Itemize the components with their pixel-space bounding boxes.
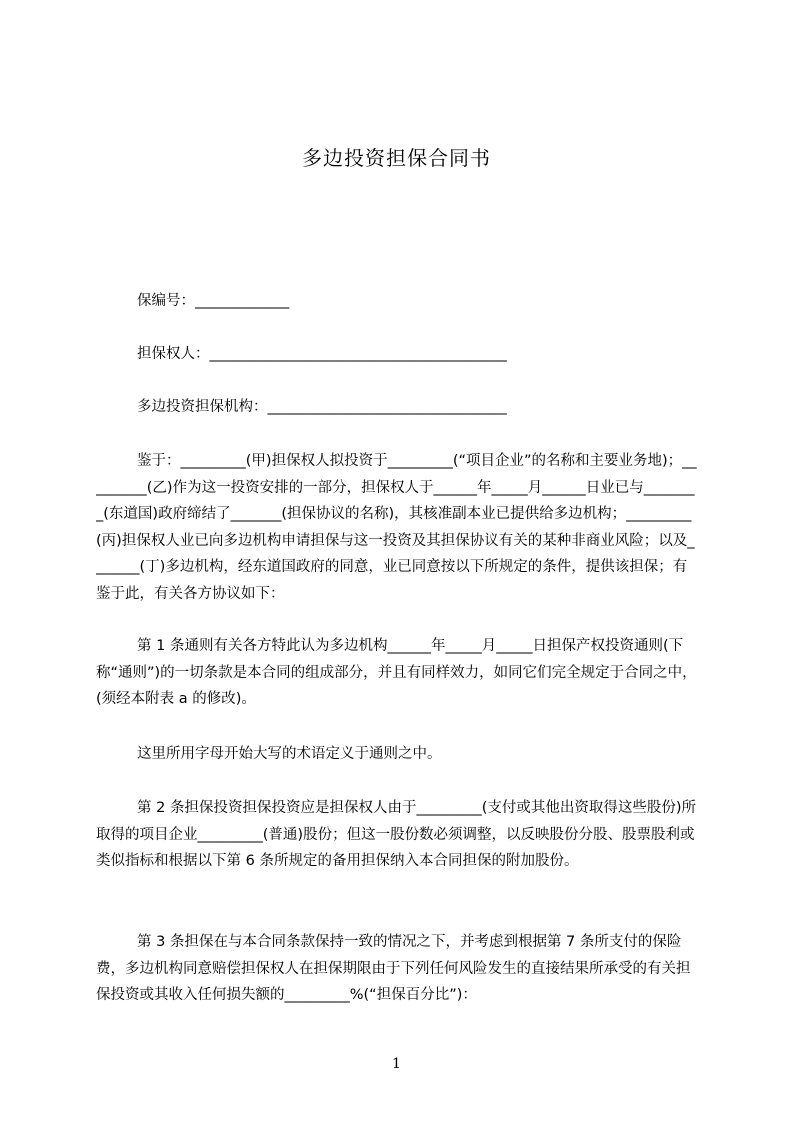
definitions-paragraph: 这里所用字母开始大写的术语定义于通则之中。	[137, 746, 442, 762]
miga-field: 多边投资担保机构：_________________________________	[137, 399, 507, 415]
guarantee-holder-field: 担保权人：_________________________________________	[137, 346, 507, 362]
article-1-paragraph: 第 1 条通则有关各方特此认为多边机构______年_____月_____日担保产权投资通则(下称“通则”)的一切条款是本合同的组成部分，并且有同样效力，如同它们完全规定于合同之中，(须经本附表 a 的修改)。	[96, 638, 697, 707]
recitals-paragraph: 鉴于：_________(甲)担保权人拟投资于_________(“项目企业”的名称和主要业务地)；_________(乙)作为这一投资安排的一部分，担保权人于______年_____月______日业已与________(东道国)政府缔结了_______(担保协议的名称)，其核准副本业已提供给多边机构；_________(丙)担保权人业已向多边机构申请担保与这一投资及其担保协议有关的某种非商业风险；以及_______(丁)多边机构，经东道国政府的同意，业已同意按以下所规定的条件，提供该担保；有鉴于此，有关各方协议如下：	[96, 453, 697, 602]
document-title: 多边投资担保合同书	[302, 146, 491, 170]
article-2-paragraph: 第 2 条担保投资担保投资应是担保权人由于_________(支付或其他出资取得这些股份)所取得的项目企业_________(普通)股份；但这一股份数必须调整，以反映股份分股、股票股利或类似指标和根据以下第 6 条所规定的备用担保纳入本合同担保的附加股份。	[96, 800, 697, 869]
article-3-paragraph: 第 3 条担保在与本合同条款保持一致的情况之下，并考虑到根据第 7 条所支付的保险费，多边机构同意赔偿担保权人在担保期限由于下列任何风险发生的直接结果所承受的有关担保投资或其收入任何损失额的_________%(“担保百分比”)：	[96, 934, 691, 1003]
page-number: 1	[392, 1056, 401, 1072]
guarantee-number-field: 保编号：_____________	[137, 293, 290, 309]
